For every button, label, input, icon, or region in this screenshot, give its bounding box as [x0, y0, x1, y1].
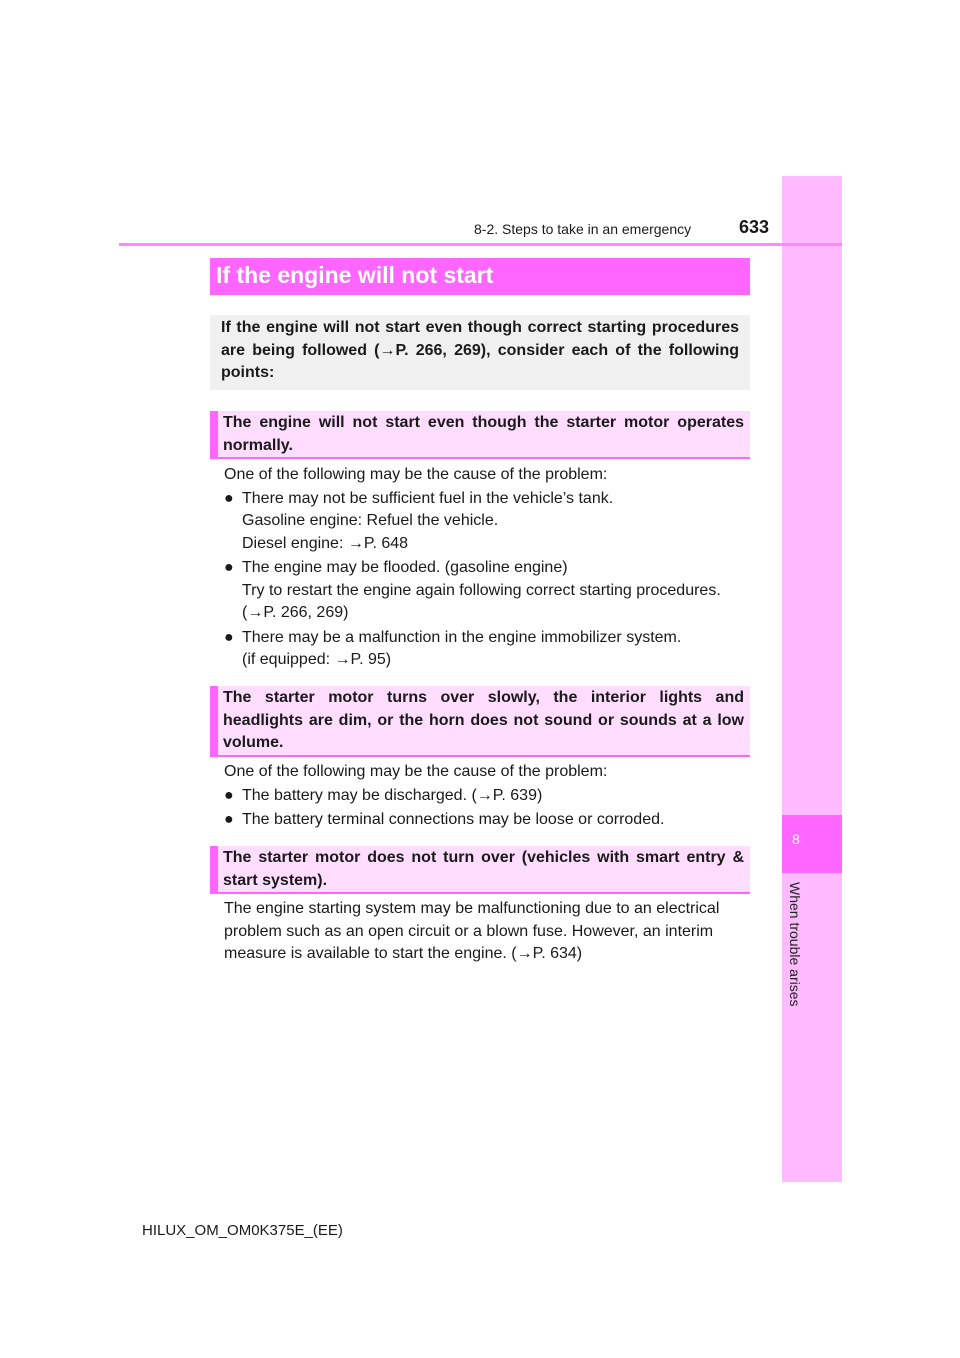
page-title: If the engine will not start [210, 258, 750, 295]
subheading-3: The starter motor does not turn over (vehicles with smart entry & start system). [210, 846, 750, 894]
item-text: (→P. 266, 269) [242, 604, 349, 621]
item-text: The battery terminal connections may be loose or corroded. [242, 811, 665, 828]
header-divider [119, 243, 842, 246]
bullet-icon: ● [224, 786, 234, 804]
bullet-icon: ● [224, 811, 234, 828]
subheading-1: The engine will not start even though the starter motor operates normally. [210, 411, 750, 459]
chapter-number: 8 [782, 815, 842, 873]
item-text: The engine may be flooded. (gasoline engine) [242, 559, 568, 576]
item-text: Diesel engine: →P. 648 [242, 534, 409, 552]
list-item [224, 488, 750, 556]
section-3-body: The engine starting system may be malfunctioning due to an electrical problem such as an open circuit or a blown fuse. However, an interim measure is available to start the engine. (→P. 634) [224, 900, 720, 962]
bullet-icon: ● [224, 489, 234, 507]
list-item [224, 809, 750, 832]
item-text: There may be a malfunction in the engine immobilizer system. [242, 628, 682, 646]
section-1-body [224, 464, 750, 672]
item-text: (if equipped: →P. 95) [242, 651, 392, 668]
list-item [224, 557, 750, 625]
list-item [224, 785, 750, 808]
item-text: Try to restart the engine again following correct starting procedures. [242, 581, 721, 599]
lead-text: One of the following may be the cause of the problem: [224, 466, 608, 483]
intro-box: If the engine will not start even though correct starting procedures are being followed (→P. 266, 269), consider each of the following points: [210, 315, 750, 390]
page-number: 633 [739, 217, 770, 237]
document-code: HILUX_OM_OM0K375E_(EE) [142, 1222, 343, 1239]
list-item [224, 627, 750, 672]
section-title: 8-2. Steps to take in an emergency [474, 221, 692, 237]
item-text: There may not be sufficient fuel in the vehicle’s tank. [242, 489, 614, 507]
bullet-icon: ● [224, 628, 234, 646]
item-text: The battery may be discharged. (→P. 639) [242, 786, 543, 804]
bullet-icon: ● [224, 559, 234, 576]
subheading-2: The starter motor turns over slowly, the interior lights and headlights are dim, or the horn does not sound or sounds at a low volume. [210, 686, 750, 757]
item-text: Gasoline engine: Refuel the vehicle. [242, 512, 499, 529]
lead-text: One of the following may be the cause of the problem: [224, 763, 608, 780]
chapter-title: When trouble arises [787, 882, 803, 1007]
section-2-body [224, 761, 750, 832]
chapter-tab [782, 176, 842, 1182]
